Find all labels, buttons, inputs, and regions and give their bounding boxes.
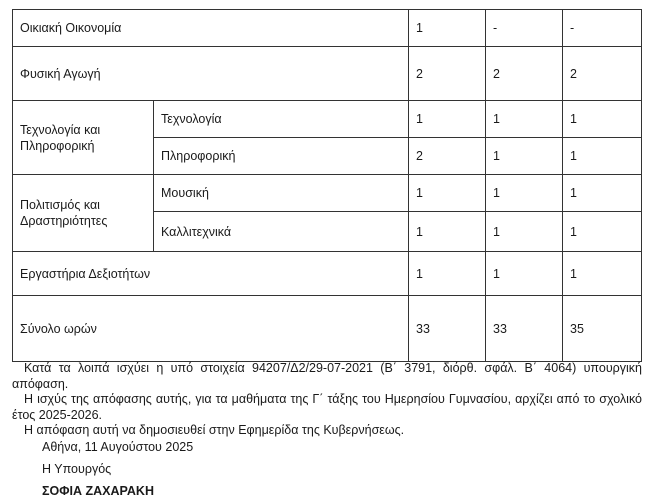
hours-cell: 1 [563,175,642,212]
hours-cell: 1 [486,212,563,252]
note-paragraph: Κατά τα λοιπά ισχύει η υπό στοιχεία 94207/Δ2/29-07-2021 (Β΄ 3791, διόρθ. σφάλ. Β΄ 4064) υπουργική απόφαση. [12,361,642,391]
decision-notes [12,361,642,439]
table-row [13,252,642,296]
hours-cell: - [486,10,563,47]
total-label-cell: Σύνολο ωρών [13,296,409,362]
hours-cell: 1 [409,212,486,252]
total-cell: 33 [486,296,563,362]
hours-cell: 1 [563,138,642,175]
hours-cell: 1 [486,138,563,175]
subject-cell: Οικιακή Οικονομία [13,10,409,47]
hours-cell: 1 [563,212,642,252]
table-row [13,10,642,47]
signature-block [42,436,193,502]
subject-cell: Εργαστήρια Δεξιοτήτων [13,252,409,296]
subject-cell: Φυσική Αγωγή [13,47,409,101]
hours-cell: 1 [563,101,642,138]
subject-cell: Καλλιτεχνικά [154,212,409,252]
subject-cell: Μουσική [154,175,409,212]
total-cell: 35 [563,296,642,362]
note-paragraph: Η απόφαση αυτή να δημοσιευθεί στην Εφημερίδα της Κυβερνήσεως. [24,423,405,437]
subject-cell: Πληροφορική [154,138,409,175]
hours-cell: 1 [486,175,563,212]
hours-cell: - [563,10,642,47]
total-cell: 33 [409,296,486,362]
subject-group-cell: Πολιτισμός και Δραστηριότητες [13,175,154,252]
hours-cell: 1 [409,10,486,47]
table-row [13,101,642,138]
hours-cell: 1 [486,252,563,296]
table-row-total [13,296,642,362]
note-paragraph: Η ισχύς της απόφασης αυτής, για τα μαθήματα της Γ΄ τάξης του Ημερησίου Γυμνασίου, αρχίζει από το σχολικό έτος 2025-2026. [12,392,642,422]
hours-cell: 2 [409,138,486,175]
hours-cell: 2 [563,47,642,101]
signer-name: ΣΟΦΙΑ ΖΑΧΑΡΑΚΗ [42,484,154,498]
timetable-table [12,9,642,362]
hours-cell: 1 [409,101,486,138]
place-date: Αθήνα, 11 Αυγούστου 2025 [42,440,194,454]
table-row [13,47,642,101]
hours-cell: 1 [409,175,486,212]
hours-cell: 2 [409,47,486,101]
hours-cell: 1 [409,252,486,296]
subject-cell: Τεχνολογία [154,101,409,138]
signer-role: Η Υπουργός [42,462,112,476]
subject-group-cell: Τεχνολογία και Πληροφορική [13,101,154,175]
hours-cell: 1 [563,252,642,296]
hours-cell: 2 [486,47,563,101]
table-row [13,175,642,212]
hours-cell: 1 [486,101,563,138]
